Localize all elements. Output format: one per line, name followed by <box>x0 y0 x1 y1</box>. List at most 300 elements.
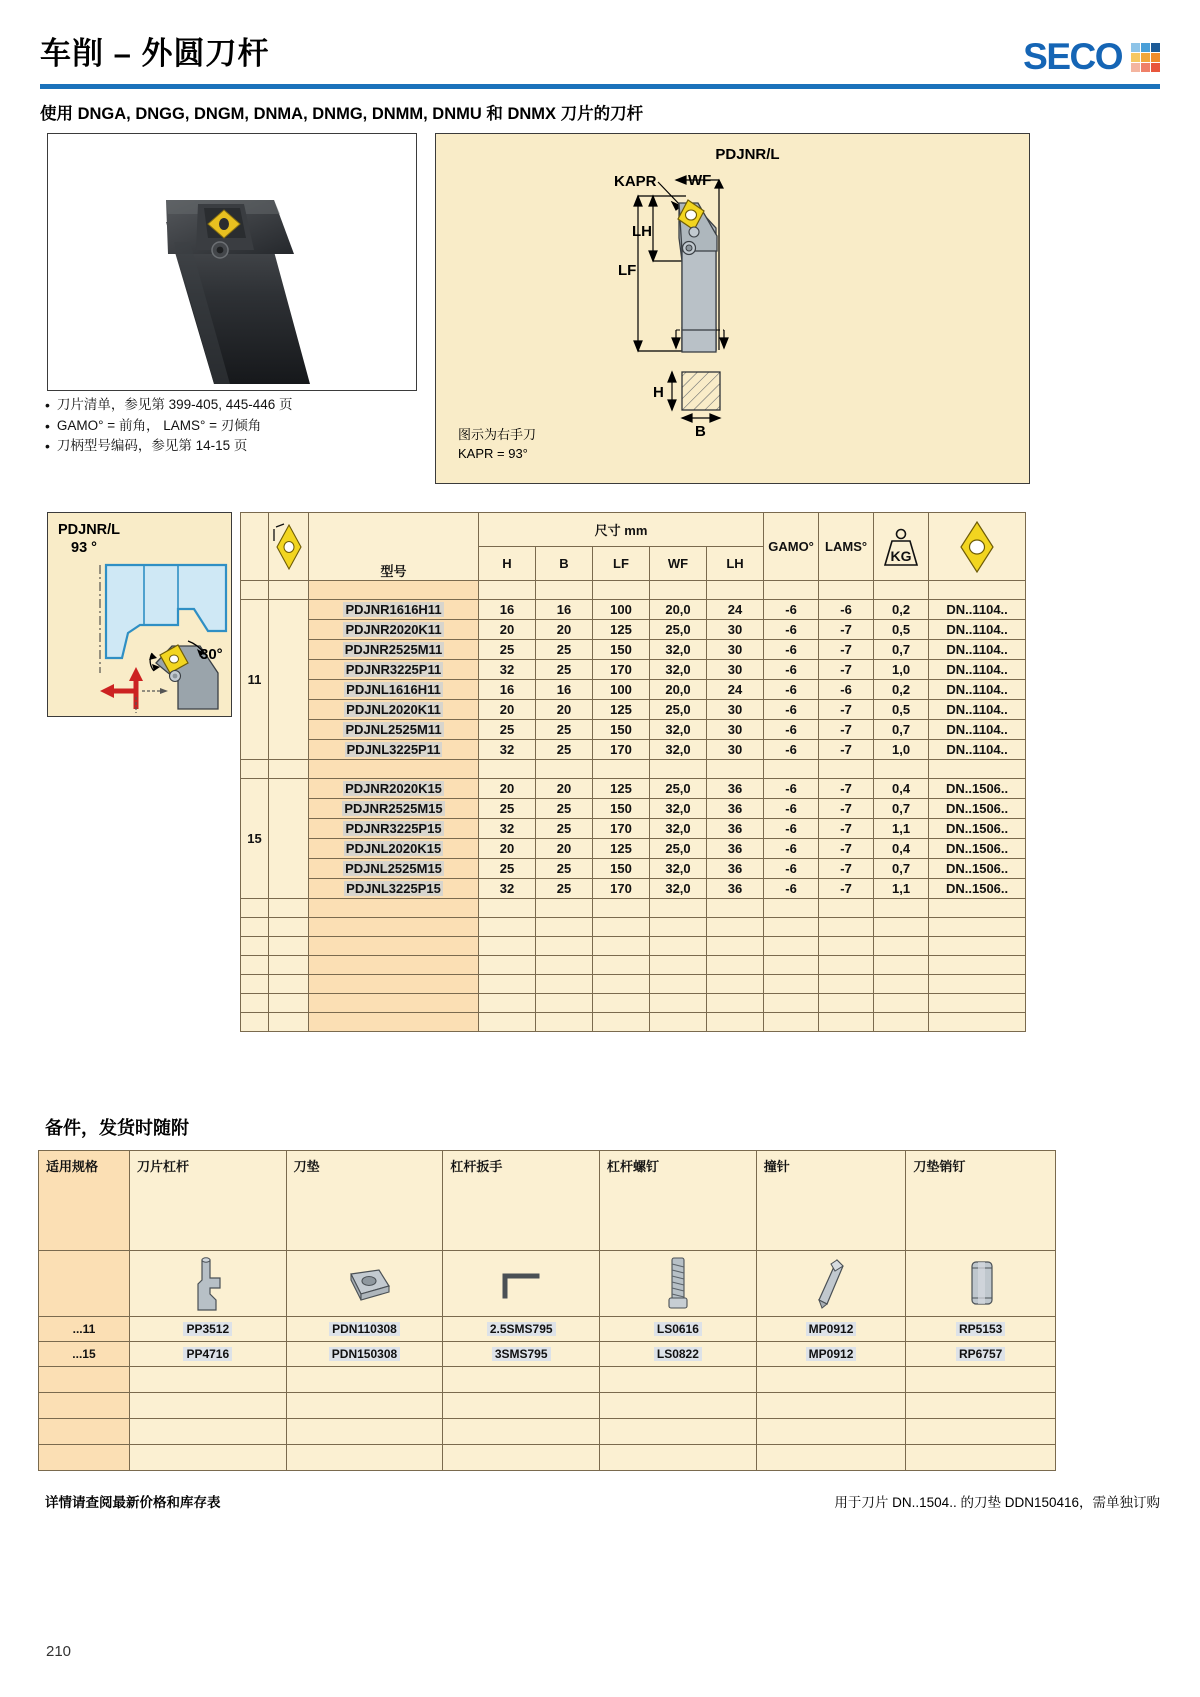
cell-value <box>707 1013 764 1032</box>
table-empty-row <box>241 1013 1026 1032</box>
shim-pin-icon <box>906 1251 1056 1317</box>
cell-kg: 0,4 <box>874 839 929 859</box>
cell-value <box>819 994 874 1013</box>
cell-value <box>536 760 593 779</box>
cell-gamo: -6 <box>764 819 819 839</box>
spares-cell-pin: MP0912 <box>756 1317 906 1342</box>
table-empty-row <box>241 994 1026 1013</box>
cell-insert: DN..1506.. <box>929 859 1026 879</box>
table-row <box>241 740 1026 760</box>
column-header-lf: LF <box>593 547 650 581</box>
table-row <box>241 620 1026 640</box>
cell-value <box>536 975 593 994</box>
cell-insert: DN..1104.. <box>929 720 1026 740</box>
spares-cell-empty <box>129 1445 286 1471</box>
cell-model: PDJNR2525M15 <box>309 799 479 819</box>
cell-value <box>764 1013 819 1032</box>
spares-cell-empty <box>756 1445 906 1471</box>
cell-value <box>707 937 764 956</box>
cell-lf: 125 <box>593 839 650 859</box>
spares-cell-shim: PDN110308 <box>286 1317 443 1342</box>
cell-lh: 36 <box>707 819 764 839</box>
label-B: B <box>695 423 706 440</box>
spares-cell-empty <box>906 1367 1056 1393</box>
table-row <box>241 700 1026 720</box>
cell-model: PDJNL3225P15 <box>309 879 479 899</box>
cell-kg: 0,7 <box>874 720 929 740</box>
cell-value <box>764 956 819 975</box>
cell-h: 32 <box>479 740 536 760</box>
cell-b: 25 <box>536 640 593 660</box>
spares-cell-empty <box>286 1419 443 1445</box>
cell-model: PDJNR3225P15 <box>309 819 479 839</box>
cell-wf: 32,0 <box>650 859 707 879</box>
spares-cell-empty <box>129 1367 286 1393</box>
cell-value <box>819 581 874 600</box>
diagram-note: 图示为右手刀 KAPR = 93° <box>458 427 537 461</box>
specifications-table <box>240 512 1026 1032</box>
cell-model <box>309 975 479 994</box>
diagram-title: PDJNR/L <box>715 146 780 163</box>
column-header-b: B <box>536 547 593 581</box>
cell-model: PDJNR2525M11 <box>309 640 479 660</box>
cell-gamo: -6 <box>764 700 819 720</box>
table-header-row <box>241 513 1026 547</box>
cell-value <box>764 975 819 994</box>
cell-value <box>650 581 707 600</box>
spares-row <box>39 1317 1056 1342</box>
cell-model <box>309 994 479 1013</box>
spares-cell-lever: PP3512 <box>129 1317 286 1342</box>
table-row <box>241 680 1026 700</box>
cell-b: 20 <box>536 620 593 640</box>
label-30deg: 30° <box>200 646 223 663</box>
cell-value <box>874 760 929 779</box>
label-LF: LF <box>618 262 637 279</box>
cell-value <box>874 899 929 918</box>
cell-wf: 25,0 <box>650 700 707 720</box>
page-number: 210 <box>46 1643 72 1660</box>
cell-value <box>929 956 1026 975</box>
spares-cell-empty <box>286 1445 443 1471</box>
cell-lf: 125 <box>593 779 650 799</box>
cell-h: 16 <box>479 600 536 620</box>
spares-cell-empty <box>906 1419 1056 1445</box>
spares-icon-spec-blank <box>39 1251 130 1317</box>
cell-value <box>593 1013 650 1032</box>
cell-insert: DN..1506.. <box>929 839 1026 859</box>
cell-insert: DN..1104.. <box>929 680 1026 700</box>
table-empty-row <box>241 760 1026 779</box>
cell-lh: 30 <box>707 620 764 640</box>
cell-value <box>536 899 593 918</box>
cell-insert-icon <box>269 600 309 760</box>
cell-value <box>874 975 929 994</box>
cell-lf: 150 <box>593 859 650 879</box>
cell-size <box>241 994 269 1013</box>
cell-value <box>819 899 874 918</box>
header-divider <box>40 84 1160 89</box>
column-header-gamo: GAMO° <box>764 513 819 581</box>
cell-gamo: -6 <box>764 660 819 680</box>
cell-h: 32 <box>479 819 536 839</box>
kapr-box-title: PDJNR/L 93 ° <box>58 522 121 556</box>
cell-value <box>874 994 929 1013</box>
table-row <box>241 640 1026 660</box>
bullet-icon: • <box>45 417 50 434</box>
cell-lh: 24 <box>707 680 764 700</box>
spares-cell-lever: PP4716 <box>129 1342 286 1367</box>
cell-h: 20 <box>479 779 536 799</box>
cell-lf: 150 <box>593 799 650 819</box>
striker-pin-icon <box>756 1251 906 1317</box>
cell-model: PDJNR1616H11 <box>309 600 479 620</box>
cell-model: PDJNL2020K15 <box>309 839 479 859</box>
cell-wf: 20,0 <box>650 680 707 700</box>
cell-kg: 1,0 <box>874 660 929 680</box>
cell-lams: -7 <box>819 640 874 660</box>
table-row <box>241 819 1026 839</box>
cell-value <box>479 937 536 956</box>
cell-value <box>707 760 764 779</box>
cell-lh: 30 <box>707 640 764 660</box>
cell-value <box>479 760 536 779</box>
cell-value <box>650 899 707 918</box>
header-size-col <box>241 513 269 581</box>
spares-empty-row <box>39 1445 1056 1471</box>
cell-kg: 0,5 <box>874 620 929 640</box>
cell-wf: 32,0 <box>650 819 707 839</box>
cell-value <box>874 937 929 956</box>
group-size-cell: 15 <box>241 779 269 899</box>
spares-row <box>39 1342 1056 1367</box>
cell-wf: 25,0 <box>650 620 707 640</box>
cell-value <box>650 994 707 1013</box>
cell-gamo: -6 <box>764 799 819 819</box>
cell-value <box>593 918 650 937</box>
cell-b: 25 <box>536 819 593 839</box>
table-row <box>241 879 1026 899</box>
cell-value <box>929 994 1026 1013</box>
spares-cell-empty <box>443 1445 600 1471</box>
kapr-angle-diagram <box>47 512 232 717</box>
cell-model <box>309 1013 479 1032</box>
spares-empty-row <box>39 1367 1056 1393</box>
cell-value <box>479 581 536 600</box>
insert-type-icon <box>929 513 1026 581</box>
cell-value <box>707 581 764 600</box>
cell-b: 20 <box>536 839 593 859</box>
seco-wordmark: SECO <box>1023 36 1122 77</box>
table-row <box>241 720 1026 740</box>
cell-model <box>309 760 479 779</box>
cell-insert-icon <box>269 956 309 975</box>
spares-section-title: 备件，发货时随附 <box>45 1118 189 1138</box>
label-H: H <box>653 384 664 401</box>
column-header-lh: LH <box>707 547 764 581</box>
cell-b: 20 <box>536 779 593 799</box>
cell-value <box>707 956 764 975</box>
label-LH: LH <box>632 223 652 240</box>
column-header-model: 型号 <box>309 513 479 581</box>
cell-model: PDJNL2525M15 <box>309 859 479 879</box>
cell-value <box>593 899 650 918</box>
cell-value <box>929 1013 1026 1032</box>
cell-value <box>819 956 874 975</box>
cell-lams: -7 <box>819 879 874 899</box>
cell-lh: 36 <box>707 839 764 859</box>
table-row <box>241 600 1026 620</box>
column-header-lams: LAMS° <box>819 513 874 581</box>
cell-insert: DN..1506.. <box>929 799 1026 819</box>
spares-col-shim: 刀垫 <box>286 1151 443 1251</box>
cell-lams: -6 <box>819 680 874 700</box>
cell-lf: 150 <box>593 720 650 740</box>
cell-value <box>593 760 650 779</box>
cell-value <box>593 937 650 956</box>
cell-value <box>479 899 536 918</box>
cell-wf: 32,0 <box>650 660 707 680</box>
cell-b: 25 <box>536 879 593 899</box>
cell-lh: 30 <box>707 660 764 680</box>
cell-model: PDJNR3225P11 <box>309 660 479 680</box>
key-wrench-icon <box>443 1251 600 1317</box>
cell-model <box>309 581 479 600</box>
spares-cell-empty <box>600 1445 757 1471</box>
cell-h: 20 <box>479 700 536 720</box>
cell-value <box>593 581 650 600</box>
cell-lams: -7 <box>819 620 874 640</box>
label-WF: WF <box>688 172 712 189</box>
seco-logo <box>1023 36 1160 78</box>
cell-value <box>479 918 536 937</box>
cell-gamo: -6 <box>764 740 819 760</box>
cell-kg: 1,1 <box>874 819 929 839</box>
cell-value <box>536 937 593 956</box>
cell-lams: -7 <box>819 720 874 740</box>
cell-kg: 0,7 <box>874 859 929 879</box>
product-photo <box>47 133 417 391</box>
spares-col-wrench: 杠杆扳手 <box>443 1151 600 1251</box>
cell-value <box>819 1013 874 1032</box>
cell-size <box>241 581 269 600</box>
bullet-icon: • <box>45 438 50 454</box>
cell-insert-icon <box>269 975 309 994</box>
cell-value <box>819 937 874 956</box>
spares-cell-screw: LS0822 <box>600 1342 757 1367</box>
cell-value <box>650 760 707 779</box>
spares-cell-screw: LS0616 <box>600 1317 757 1342</box>
spares-header-row <box>39 1151 1056 1251</box>
lever-screw-icon <box>600 1251 757 1317</box>
cell-insert: DN..1104.. <box>929 620 1026 640</box>
spares-col-pin: 撞针 <box>756 1151 906 1251</box>
clamp-lever-icon <box>129 1251 286 1317</box>
cell-value <box>707 899 764 918</box>
table-row <box>241 660 1026 680</box>
cell-gamo: -6 <box>764 839 819 859</box>
cell-gamo: -6 <box>764 720 819 740</box>
spares-body <box>39 1317 1056 1471</box>
cell-insert: DN..1506.. <box>929 779 1026 799</box>
cell-value <box>536 918 593 937</box>
cell-lf: 170 <box>593 819 650 839</box>
spares-cell-empty <box>129 1419 286 1445</box>
cell-insert: DN..1104.. <box>929 740 1026 760</box>
table-row <box>241 799 1026 819</box>
bullet-icon: • <box>45 397 50 413</box>
table-empty-row <box>241 956 1026 975</box>
cell-value <box>819 975 874 994</box>
cell-value <box>874 1013 929 1032</box>
cell-h: 32 <box>479 660 536 680</box>
cell-lh: 36 <box>707 779 764 799</box>
cell-lh: 30 <box>707 720 764 740</box>
column-header-wf: WF <box>650 547 707 581</box>
cell-insert-icon <box>269 581 309 600</box>
cell-kg: 1,1 <box>874 879 929 899</box>
cell-size <box>241 956 269 975</box>
cell-kg: 0,7 <box>874 640 929 660</box>
spares-cell-spec <box>39 1367 130 1393</box>
cell-insert: DN..1506.. <box>929 879 1026 899</box>
spares-cell-spec <box>39 1419 130 1445</box>
technical-diagram <box>435 133 1030 484</box>
cell-value <box>650 956 707 975</box>
table-row <box>241 779 1026 799</box>
cell-wf: 20,0 <box>650 600 707 620</box>
cell-value <box>479 1013 536 1032</box>
cell-b: 16 <box>536 600 593 620</box>
spares-cell-spec: ...11 <box>39 1317 130 1342</box>
cell-lh: 36 <box>707 859 764 879</box>
cell-h: 32 <box>479 879 536 899</box>
cell-insert: DN..1104.. <box>929 600 1026 620</box>
spares-cell-wrench: 3SMS795 <box>443 1342 600 1367</box>
cell-size <box>241 937 269 956</box>
cell-lf: 170 <box>593 660 650 680</box>
spares-cell-shim-pin: RP5153 <box>906 1317 1056 1342</box>
cell-lh: 36 <box>707 799 764 819</box>
cell-insert-icon <box>269 1013 309 1032</box>
cell-lams: -7 <box>819 819 874 839</box>
cell-gamo: -6 <box>764 600 819 620</box>
spares-col-lever: 刀片杠杆 <box>129 1151 286 1251</box>
cell-value <box>764 994 819 1013</box>
cell-value <box>764 581 819 600</box>
cell-size <box>241 918 269 937</box>
cell-value <box>874 918 929 937</box>
cell-value <box>764 899 819 918</box>
spares-cell-empty <box>906 1445 1056 1471</box>
cell-value <box>593 994 650 1013</box>
weight-icon <box>874 513 929 581</box>
cell-gamo: -6 <box>764 859 819 879</box>
list-item: • 刀片清单，参见第 399-405, 445-446 页 <box>45 395 445 416</box>
cell-insert-icon <box>269 760 309 779</box>
shim-icon <box>286 1251 443 1317</box>
spares-cell-empty <box>129 1393 286 1419</box>
cell-model: PDJNR2020K11 <box>309 620 479 640</box>
cell-lf: 170 <box>593 879 650 899</box>
cell-value <box>536 581 593 600</box>
cell-kg: 1,0 <box>874 740 929 760</box>
cell-h: 25 <box>479 799 536 819</box>
table-empty-row <box>241 899 1026 918</box>
cell-value <box>929 899 1026 918</box>
cell-h: 25 <box>479 859 536 879</box>
cell-model: PDJNL2020K11 <box>309 700 479 720</box>
cell-lams: -7 <box>819 740 874 760</box>
footer-note-right: 用于刀片 DN..1504.. 的刀垫 DDN150416，需单独订购 <box>834 1495 1160 1510</box>
seco-color-swatch <box>1131 43 1160 72</box>
spares-cell-empty <box>286 1393 443 1419</box>
cell-b: 16 <box>536 680 593 700</box>
cell-value <box>536 956 593 975</box>
cell-gamo: -6 <box>764 779 819 799</box>
cell-value <box>764 760 819 779</box>
cell-size <box>241 899 269 918</box>
spares-cell-spec <box>39 1445 130 1471</box>
cell-gamo: -6 <box>764 680 819 700</box>
cell-model <box>309 937 479 956</box>
cell-lh: 24 <box>707 600 764 620</box>
cell-value <box>650 975 707 994</box>
spares-cell-empty <box>756 1393 906 1419</box>
column-group-dimensions: 尺寸 mm <box>479 513 764 547</box>
cell-lams: -7 <box>819 859 874 879</box>
cell-wf: 32,0 <box>650 740 707 760</box>
cell-h: 25 <box>479 720 536 740</box>
cell-value <box>707 994 764 1013</box>
cell-size <box>241 760 269 779</box>
cell-kg: 0,4 <box>874 779 929 799</box>
spares-cell-empty <box>906 1393 1056 1419</box>
insert-shape-icon <box>269 513 309 581</box>
cell-lh: 30 <box>707 740 764 760</box>
cell-value <box>593 975 650 994</box>
notes-list <box>45 395 445 457</box>
cell-lams: -7 <box>819 779 874 799</box>
cell-gamo: -6 <box>764 879 819 899</box>
group-size-cell: 11 <box>241 600 269 760</box>
cell-insert-icon <box>269 899 309 918</box>
cell-value <box>707 975 764 994</box>
cell-lf: 100 <box>593 600 650 620</box>
cell-insert: DN..1104.. <box>929 700 1026 720</box>
cell-h: 25 <box>479 640 536 660</box>
cell-value <box>764 918 819 937</box>
cell-b: 20 <box>536 700 593 720</box>
spares-cell-shim-pin: RP6757 <box>906 1342 1056 1367</box>
cell-value <box>819 760 874 779</box>
cell-value <box>650 918 707 937</box>
cell-lf: 100 <box>593 680 650 700</box>
cell-value <box>536 1013 593 1032</box>
cell-insert: DN..1104.. <box>929 640 1026 660</box>
spares-cell-wrench: 2.5SMS795 <box>443 1317 600 1342</box>
cell-lh: 36 <box>707 879 764 899</box>
spares-cell-empty <box>600 1393 757 1419</box>
cell-value <box>929 937 1026 956</box>
cell-lf: 125 <box>593 700 650 720</box>
table-body <box>241 581 1026 1032</box>
cell-value <box>650 937 707 956</box>
cell-value <box>479 975 536 994</box>
cell-value <box>929 918 1026 937</box>
cell-kg: 0,2 <box>874 680 929 700</box>
cell-lams: -7 <box>819 839 874 859</box>
